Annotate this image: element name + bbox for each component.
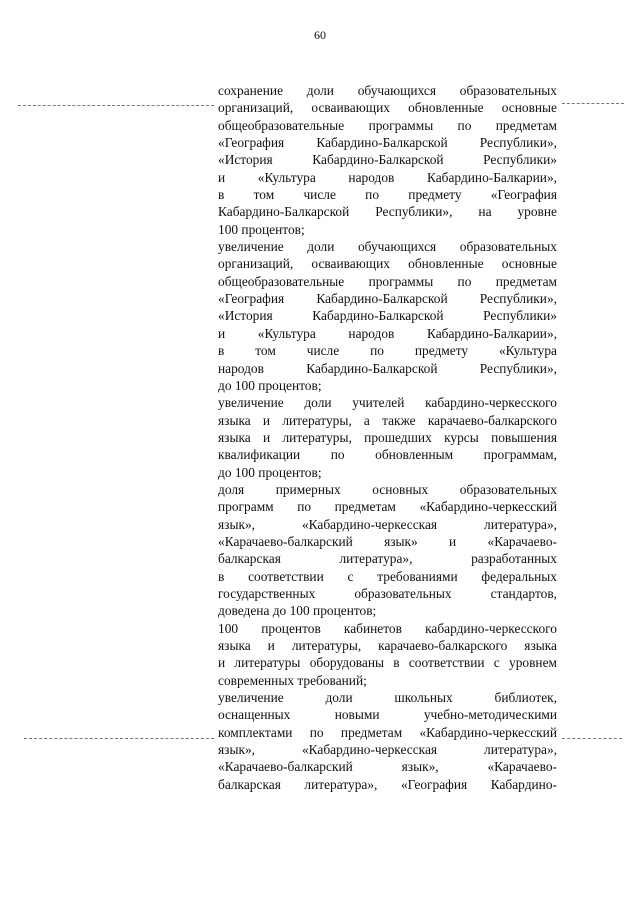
scan-dashed-rule <box>24 738 214 739</box>
text-line: сохранение доли обучающихся образовательных <box>218 83 557 98</box>
text-line: увеличение доли обучающихся образовательных <box>218 239 557 255</box>
scan-dashed-rule <box>562 103 624 104</box>
text-line: общеобразовательные программы по предметам <box>218 273 557 289</box>
text-line: языка и литературы, прошедших курсы повышения <box>218 429 557 445</box>
scan-dashed-rule <box>562 738 622 739</box>
text-line: оснащенных новыми учебно-методическими <box>218 707 557 723</box>
text-line: современных требований; <box>218 672 367 688</box>
text-line: «География Кабардино-Балкарской Республики», <box>218 291 557 307</box>
text-line: и «Культура народов Кабардино-Балкарии», <box>218 325 557 341</box>
text-line: балкарская литература», «География Кабардино- <box>218 776 557 792</box>
text-line: увеличение доли школьных библиотек, <box>218 690 557 706</box>
text-line: «История Кабардино-Балкарской Республики» <box>218 308 557 324</box>
text-line: квалификации по обновленным программам, <box>218 447 557 463</box>
text-line: в соответствии с требованиями федеральных <box>218 568 557 584</box>
text-line: народов Кабардино-Балкарской Республики», <box>218 360 557 376</box>
text-line: организаций, осваивающих обновленные основные <box>218 256 557 272</box>
text-line: и литературы оборудованы в соответствии с уровнем <box>218 655 557 671</box>
text-line: языка и литературы, карачаево-балкарского языка <box>218 638 557 653</box>
text-line: 100 процентов кабинетов кабардино-черкесского <box>218 620 557 636</box>
text-line: доведена до 100 процентов; <box>218 603 377 619</box>
text-line: до 100 процентов; <box>218 464 322 480</box>
text-line: комплектами по предметам «Кабардино-черкесский <box>218 724 557 740</box>
text-line: и «Культура народов Кабардино-Балкарии», <box>218 169 557 185</box>
text-line: «Карачаево-балкарский язык» и «Карачаево- <box>218 533 557 549</box>
text-line: до 100 процентов; <box>218 377 322 393</box>
text-line: «История Кабардино-Балкарской Республики» <box>218 152 557 168</box>
text-line: язык», «Кабардино-черкесская литература», <box>218 742 557 758</box>
text-line: общеобразовательные программы по предметам <box>218 117 557 133</box>
text-line: доля примерных основных образовательных <box>218 481 557 497</box>
text-line: организаций, осваивающих обновленные основные <box>218 100 557 116</box>
text-line: государственных образовательных стандартов, <box>218 585 557 601</box>
text-line: 100 процентов; <box>218 221 305 237</box>
page-number: 60 <box>314 28 326 42</box>
text-line: язык», «Кабардино-черкесская литература», <box>218 516 557 532</box>
text-line: Кабардино-Балкарской Республики», на уровне <box>218 204 557 220</box>
scan-dashed-rule <box>18 105 214 106</box>
text-line: «Карачаево-балкарский язык», «Карачаево- <box>218 759 557 775</box>
text-line: балкарская литература», разработанных <box>218 551 557 567</box>
text-line: языка и литературы, а также карачаево-балкарского <box>218 412 557 428</box>
text-line: в том числе по предмету «География <box>218 187 557 203</box>
document-body <box>218 82 557 793</box>
text-line: программ по предметам «Кабардино-черкесский <box>218 499 557 515</box>
text-line: «География Кабардино-Балкарской Республики», <box>218 135 557 151</box>
text-line: в том числе по предмету «Культура <box>218 343 557 359</box>
text-line: увеличение доли учителей кабардино-черкесского <box>218 395 557 411</box>
